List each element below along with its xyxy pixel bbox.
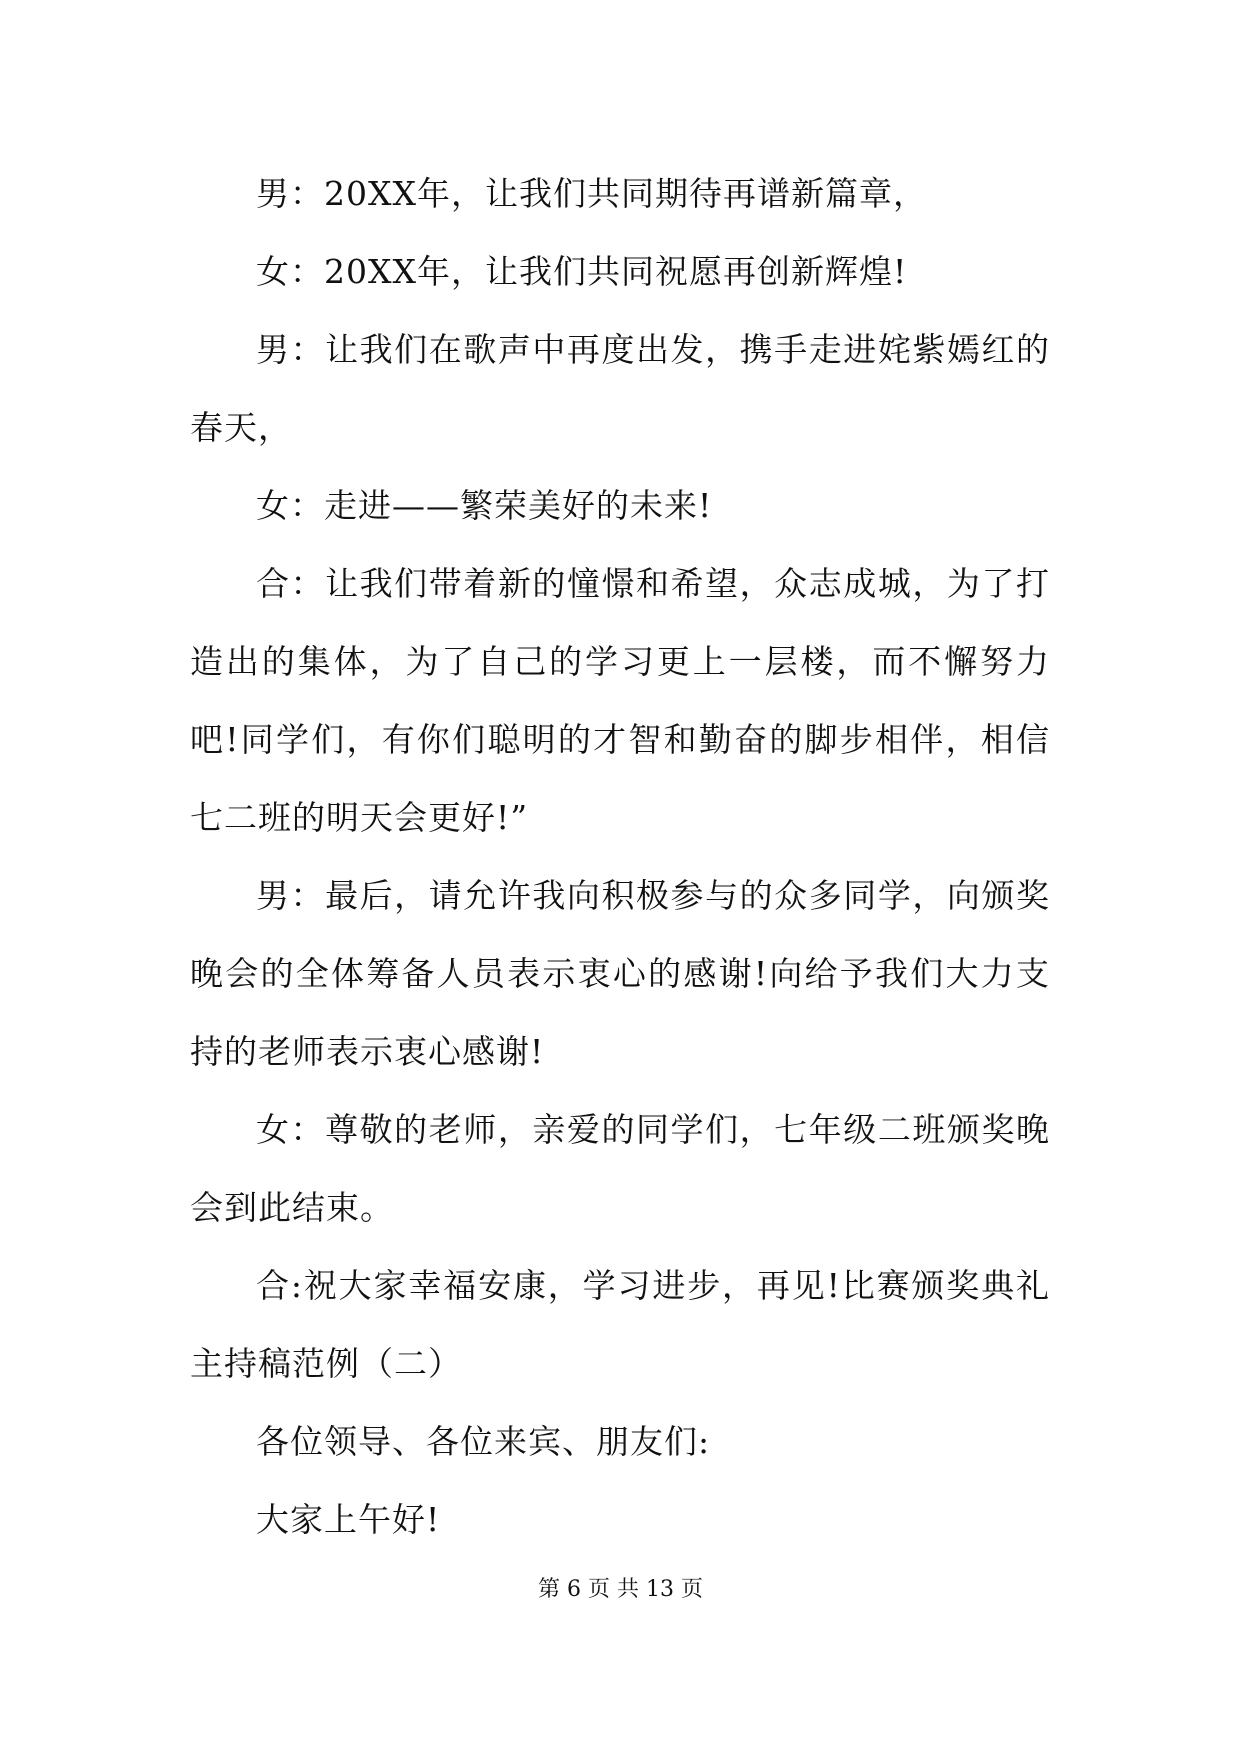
paragraph-4: 女：走进——繁荣美好的未来! — [256, 486, 713, 525]
paragraph-7: 女：尊敬的老师，亲爱的同学们，七年级二班颁奖晚会到此结束。 — [190, 1110, 1050, 1227]
paragraph-8: 合:祝大家幸福安康，学习进步，再见!比赛颁奖典礼主持稿范例（二） — [190, 1266, 1050, 1383]
page-number-footer: 第 6 页 共 13 页 — [538, 1577, 703, 1602]
paragraph-10: 大家上午好! — [256, 1500, 441, 1539]
paragraph-2: 女：20XX年，让我们共同祝愿再创新辉煌! — [256, 252, 908, 291]
paragraph-5: 合：让我们带着新的憧憬和希望，众志成城，为了打造出的集体，为了自己的学习更上一层楼，而不懈努力吧!同学们，有你们聪明的才智和勤奋的脚步相伴，相信七二班的明天会更好!” — [190, 564, 1050, 837]
paragraph-9: 各位领导、各位来宾、朋友们: — [256, 1422, 711, 1461]
paragraph-6: 男：最后，请允许我向积极参与的众多同学，向颁奖晚会的全体筹备人员表示衷心的感谢!向给予我们大力支持的老师表示衷心感谢! — [190, 876, 1050, 1071]
paragraph-1: 男：20XX年，让我们共同期待再谱新篇章， — [256, 174, 927, 213]
paragraph-3: 男：让我们在歌声中再度出发，携手走进姹紫嫣红的春天， — [190, 330, 1050, 447]
document-body — [190, 155, 1050, 1559]
